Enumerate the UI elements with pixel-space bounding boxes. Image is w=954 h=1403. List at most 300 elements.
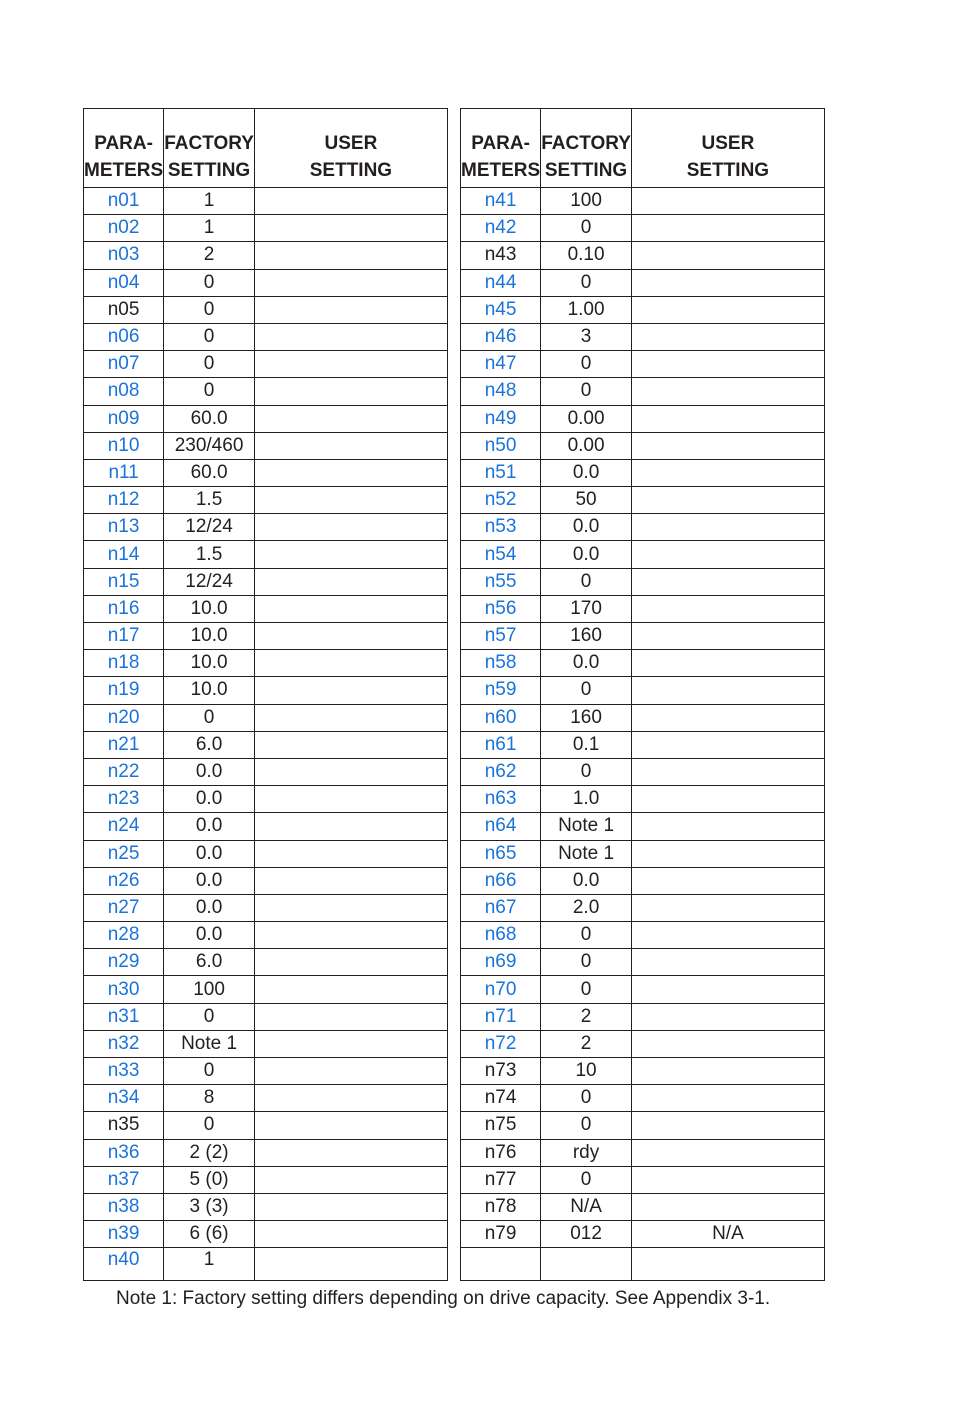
parameter-code[interactable]: n42 xyxy=(461,215,541,242)
factory-setting-value: 0 xyxy=(541,269,632,296)
parameter-code[interactable]: n01 xyxy=(84,188,164,215)
parameter-code[interactable]: n60 xyxy=(461,704,541,731)
parameter-code[interactable]: n14 xyxy=(84,541,164,568)
table-row xyxy=(461,595,825,622)
parameter-code[interactable]: n29 xyxy=(84,949,164,976)
user-setting-value xyxy=(254,786,447,813)
user-setting-value xyxy=(631,215,824,242)
table-row xyxy=(461,296,825,323)
user-setting-value xyxy=(254,1221,447,1248)
table-row xyxy=(84,867,448,894)
header-text: PARA- xyxy=(471,133,530,154)
user-setting-value xyxy=(254,296,447,323)
user-setting-value xyxy=(631,786,824,813)
factory-setting-value: Note 1 xyxy=(541,840,632,867)
factory-setting-value: 1 xyxy=(164,188,255,215)
table-row xyxy=(84,541,448,568)
parameter-code[interactable]: n59 xyxy=(461,677,541,704)
table-row xyxy=(461,1058,825,1085)
parameter-code[interactable]: n11 xyxy=(84,459,164,486)
parameter-code[interactable]: n09 xyxy=(84,405,164,432)
factory-setting-value: 0 xyxy=(164,704,255,731)
parameter-code: n43 xyxy=(461,242,541,269)
parameter-code xyxy=(461,1248,541,1281)
factory-setting-value: 0.00 xyxy=(541,432,632,459)
table-row xyxy=(461,1085,825,1112)
factory-setting-value: 1 xyxy=(164,215,255,242)
factory-setting-value: 12/24 xyxy=(164,514,255,541)
user-setting-value xyxy=(254,731,447,758)
table-row xyxy=(461,323,825,350)
table-row xyxy=(84,1058,448,1085)
user-setting-value xyxy=(254,704,447,731)
table-row xyxy=(84,1193,448,1220)
parameter-code[interactable]: n04 xyxy=(84,269,164,296)
table-row xyxy=(461,677,825,704)
parameter-code[interactable]: n13 xyxy=(84,514,164,541)
factory-setting-value: 0 xyxy=(541,677,632,704)
table-row xyxy=(461,976,825,1003)
user-setting-value xyxy=(254,1085,447,1112)
factory-setting-value: 0.00 xyxy=(541,405,632,432)
user-setting-value xyxy=(254,595,447,622)
table-row xyxy=(84,568,448,595)
factory-setting-value: 0 xyxy=(541,568,632,595)
user-setting-value xyxy=(631,568,824,595)
header-text: USER xyxy=(324,133,378,154)
user-setting-value xyxy=(631,188,824,215)
table-row xyxy=(84,758,448,785)
factory-setting-value: 0 xyxy=(541,378,632,405)
parameter-code[interactable]: n53 xyxy=(461,514,541,541)
factory-setting-value: Note 1 xyxy=(164,1030,255,1057)
table-row xyxy=(84,1166,448,1193)
parameter-code[interactable]: n20 xyxy=(84,704,164,731)
table-row xyxy=(461,215,825,242)
factory-setting-value: 0 xyxy=(541,758,632,785)
table-row xyxy=(84,840,448,867)
parameter-code: n78 xyxy=(461,1193,541,1220)
table-row xyxy=(461,242,825,269)
table-row xyxy=(461,459,825,486)
parameter-code[interactable]: n54 xyxy=(461,541,541,568)
header-user-setting xyxy=(254,109,447,188)
factory-setting-value: 10.0 xyxy=(164,677,255,704)
factory-setting-value: 3 xyxy=(541,323,632,350)
parameter-code[interactable]: n62 xyxy=(461,758,541,785)
user-setting-value xyxy=(631,432,824,459)
user-setting-value xyxy=(254,1003,447,1030)
parameter-code[interactable]: n49 xyxy=(461,405,541,432)
parameter-code[interactable]: n30 xyxy=(84,976,164,1003)
factory-setting-value: 10.0 xyxy=(164,623,255,650)
factory-setting-value: 230/460 xyxy=(164,432,255,459)
parameter-code[interactable]: n19 xyxy=(84,677,164,704)
user-setting-value xyxy=(631,1030,824,1057)
table-row xyxy=(84,188,448,215)
factory-setting-value: 60.0 xyxy=(164,405,255,432)
parameter-code: n76 xyxy=(461,1139,541,1166)
header-parameters xyxy=(84,109,164,188)
user-setting-value xyxy=(631,242,824,269)
factory-setting-value: 2.0 xyxy=(541,894,632,921)
parameter-code[interactable]: n52 xyxy=(461,487,541,514)
user-setting-value xyxy=(254,432,447,459)
parameter-code[interactable]: n23 xyxy=(84,786,164,813)
factory-setting-value: 0 xyxy=(541,1112,632,1139)
parameter-code[interactable]: n55 xyxy=(461,568,541,595)
user-setting-value xyxy=(631,813,824,840)
user-setting-value xyxy=(254,188,447,215)
table-row xyxy=(461,1166,825,1193)
table-row xyxy=(461,813,825,840)
user-setting-value xyxy=(254,677,447,704)
factory-setting-value: 0.0 xyxy=(541,459,632,486)
table-row xyxy=(461,949,825,976)
factory-setting-value: 1.00 xyxy=(541,296,632,323)
table-row xyxy=(461,351,825,378)
table-header-row xyxy=(461,109,825,188)
user-setting-value xyxy=(631,623,824,650)
table-row xyxy=(461,786,825,813)
table-row xyxy=(84,242,448,269)
factory-setting-value: 0 xyxy=(541,1166,632,1193)
table-row xyxy=(84,1112,448,1139)
table-row xyxy=(461,1248,825,1281)
user-setting-value xyxy=(631,1139,824,1166)
user-setting-value xyxy=(254,1030,447,1057)
parameter-code: n77 xyxy=(461,1166,541,1193)
parameter-code[interactable]: n67 xyxy=(461,894,541,921)
factory-setting-value xyxy=(541,1248,632,1281)
parameter-code[interactable]: n26 xyxy=(84,867,164,894)
factory-setting-value: 0.1 xyxy=(541,731,632,758)
user-setting-value xyxy=(254,323,447,350)
table-row xyxy=(461,650,825,677)
parameter-table-right xyxy=(460,108,825,1281)
table-row xyxy=(84,432,448,459)
parameter-code[interactable]: n69 xyxy=(461,949,541,976)
factory-setting-value: 0 xyxy=(164,1003,255,1030)
parameter-code[interactable]: n02 xyxy=(84,215,164,242)
user-setting-value xyxy=(631,405,824,432)
table-row xyxy=(461,1139,825,1166)
parameter-code[interactable]: n22 xyxy=(84,758,164,785)
user-setting-value xyxy=(631,595,824,622)
parameter-code[interactable]: n40 xyxy=(84,1248,164,1281)
parameter-code[interactable]: n27 xyxy=(84,894,164,921)
table-row xyxy=(461,378,825,405)
user-setting-value xyxy=(631,1248,824,1281)
table-row xyxy=(84,215,448,242)
table-row xyxy=(84,405,448,432)
table-body xyxy=(461,188,825,1281)
user-setting-value xyxy=(631,351,824,378)
table-row xyxy=(84,731,448,758)
factory-setting-value: 6.0 xyxy=(164,949,255,976)
parameter-code[interactable]: n31 xyxy=(84,1003,164,1030)
parameter-code[interactable]: n63 xyxy=(461,786,541,813)
user-setting-value xyxy=(254,1139,447,1166)
parameter-code[interactable]: n71 xyxy=(461,1003,541,1030)
table-row xyxy=(84,1030,448,1057)
table-row xyxy=(84,1085,448,1112)
parameter-code: n74 xyxy=(461,1085,541,1112)
user-setting-value xyxy=(631,949,824,976)
parameter-code[interactable]: n16 xyxy=(84,595,164,622)
factory-setting-value: 170 xyxy=(541,595,632,622)
factory-setting-value: 1.5 xyxy=(164,541,255,568)
factory-setting-value: 0 xyxy=(541,922,632,949)
parameter-code[interactable]: n33 xyxy=(84,1058,164,1085)
factory-setting-value: 0.0 xyxy=(164,867,255,894)
parameter-code[interactable]: n51 xyxy=(461,459,541,486)
user-setting-value xyxy=(631,487,824,514)
user-setting-value xyxy=(254,758,447,785)
parameter-code[interactable]: n58 xyxy=(461,650,541,677)
table-row xyxy=(461,269,825,296)
table-row xyxy=(84,378,448,405)
header-factory-setting xyxy=(164,109,255,188)
factory-setting-value: 10 xyxy=(541,1058,632,1085)
parameter-code[interactable]: n48 xyxy=(461,378,541,405)
parameter-code[interactable]: n28 xyxy=(84,922,164,949)
parameter-code[interactable]: n56 xyxy=(461,595,541,622)
header-text: METERS xyxy=(84,160,164,181)
factory-setting-value: 0.0 xyxy=(541,867,632,894)
table-row xyxy=(84,704,448,731)
user-setting-value xyxy=(631,922,824,949)
header-text: SETTING xyxy=(167,160,251,181)
user-setting-value xyxy=(254,378,447,405)
table-row xyxy=(461,1030,825,1057)
parameter-code[interactable]: n32 xyxy=(84,1030,164,1057)
table-row xyxy=(84,487,448,514)
factory-setting-value: 10.0 xyxy=(164,595,255,622)
footnote: Note 1: Factory setting differs depending on drive capacity. See Appendix 3-1. xyxy=(116,1288,771,1309)
user-setting-value xyxy=(631,650,824,677)
parameter-code[interactable]: n08 xyxy=(84,378,164,405)
table-row xyxy=(461,894,825,921)
table-row xyxy=(84,1139,448,1166)
user-setting-value xyxy=(254,1248,447,1281)
user-setting-value xyxy=(254,1166,447,1193)
factory-setting-value: 0 xyxy=(541,215,632,242)
parameter-code[interactable]: n38 xyxy=(84,1193,164,1220)
parameter-code[interactable]: n47 xyxy=(461,351,541,378)
factory-setting-value: 0 xyxy=(164,296,255,323)
factory-setting-value: 0 xyxy=(541,351,632,378)
parameter-code[interactable]: n24 xyxy=(84,813,164,840)
user-setting-value xyxy=(631,731,824,758)
factory-setting-value: 60.0 xyxy=(164,459,255,486)
parameter-code[interactable]: n39 xyxy=(84,1221,164,1248)
user-setting-value xyxy=(631,1085,824,1112)
header-text: PARA- xyxy=(94,133,153,154)
table-row xyxy=(84,949,448,976)
parameter-code[interactable]: n45 xyxy=(461,296,541,323)
table-row xyxy=(84,459,448,486)
parameter-code[interactable]: n57 xyxy=(461,623,541,650)
parameter-code[interactable]: n68 xyxy=(461,922,541,949)
factory-setting-value: 8 xyxy=(164,1085,255,1112)
header-text: SETTING xyxy=(309,160,393,181)
parameter-code[interactable]: n10 xyxy=(84,432,164,459)
factory-setting-value: 1.5 xyxy=(164,487,255,514)
parameter-code[interactable]: n12 xyxy=(84,487,164,514)
user-setting-value xyxy=(254,1112,447,1139)
factory-setting-value: 0.0 xyxy=(541,514,632,541)
table-row xyxy=(461,758,825,785)
parameter-code[interactable]: n61 xyxy=(461,731,541,758)
table-row xyxy=(461,1003,825,1030)
parameter-code[interactable]: n65 xyxy=(461,840,541,867)
table-row xyxy=(461,514,825,541)
parameter-code: n75 xyxy=(461,1112,541,1139)
parameter-code[interactable]: n25 xyxy=(84,840,164,867)
user-setting-value xyxy=(631,758,824,785)
parameter-code[interactable]: n34 xyxy=(84,1085,164,1112)
factory-setting-value: rdy xyxy=(541,1139,632,1166)
user-setting-value xyxy=(631,296,824,323)
parameter-code[interactable]: n64 xyxy=(461,813,541,840)
table-row xyxy=(461,1193,825,1220)
table-row xyxy=(84,894,448,921)
parameter-code[interactable]: n36 xyxy=(84,1139,164,1166)
table-row xyxy=(84,677,448,704)
factory-setting-value: 1.0 xyxy=(541,786,632,813)
factory-setting-value: 0.0 xyxy=(541,650,632,677)
factory-setting-value: 100 xyxy=(541,188,632,215)
parameter-code[interactable]: n21 xyxy=(84,731,164,758)
user-setting-value xyxy=(254,215,447,242)
factory-setting-value: 12/24 xyxy=(164,568,255,595)
user-setting-value xyxy=(631,514,824,541)
parameter-code[interactable]: n70 xyxy=(461,976,541,1003)
table-row xyxy=(84,514,448,541)
parameter-code[interactable]: n50 xyxy=(461,432,541,459)
user-setting-value xyxy=(254,242,447,269)
table-row xyxy=(461,188,825,215)
factory-setting-value: N/A xyxy=(541,1193,632,1220)
parameter-code[interactable]: n46 xyxy=(461,323,541,350)
factory-setting-value: 50 xyxy=(541,487,632,514)
factory-setting-value: 0.0 xyxy=(164,922,255,949)
table-row xyxy=(461,1112,825,1139)
factory-setting-value: 2 xyxy=(541,1030,632,1057)
factory-setting-value: 2 (2) xyxy=(164,1139,255,1166)
user-setting-value xyxy=(254,623,447,650)
parameter-code[interactable]: n41 xyxy=(461,188,541,215)
table-row xyxy=(461,731,825,758)
table-row xyxy=(84,1003,448,1030)
user-setting-value xyxy=(631,894,824,921)
user-setting-value xyxy=(631,459,824,486)
factory-setting-value: 0 xyxy=(541,1085,632,1112)
parameter-code[interactable]: n37 xyxy=(84,1166,164,1193)
factory-setting-value: 1 xyxy=(164,1248,255,1281)
user-setting-value xyxy=(631,541,824,568)
user-setting-value: N/A xyxy=(631,1221,824,1248)
factory-setting-value: 0 xyxy=(164,351,255,378)
parameter-code: n73 xyxy=(461,1058,541,1085)
user-setting-value xyxy=(254,867,447,894)
table-row xyxy=(461,704,825,731)
parameter-code[interactable]: n18 xyxy=(84,650,164,677)
table-row xyxy=(84,1248,448,1281)
parameter-code[interactable]: n44 xyxy=(461,269,541,296)
user-setting-value xyxy=(631,704,824,731)
factory-setting-value: 100 xyxy=(164,976,255,1003)
header-parameters xyxy=(461,109,541,188)
header-user-setting xyxy=(631,109,824,188)
factory-setting-value: 0 xyxy=(164,1058,255,1085)
parameter-code[interactable]: n17 xyxy=(84,623,164,650)
table-row xyxy=(84,595,448,622)
user-setting-value xyxy=(254,840,447,867)
user-setting-value xyxy=(631,976,824,1003)
table-row xyxy=(84,922,448,949)
user-setting-value xyxy=(631,1058,824,1085)
parameter-code[interactable]: n15 xyxy=(84,568,164,595)
user-setting-value xyxy=(254,269,447,296)
user-setting-value xyxy=(254,541,447,568)
table-row xyxy=(84,296,448,323)
user-setting-value xyxy=(254,1058,447,1085)
user-setting-value xyxy=(631,677,824,704)
factory-setting-value: 0.0 xyxy=(541,541,632,568)
table-row xyxy=(461,867,825,894)
user-setting-value xyxy=(631,378,824,405)
parameter-code: n79 xyxy=(461,1221,541,1248)
user-setting-value xyxy=(631,840,824,867)
user-setting-value xyxy=(631,1003,824,1030)
table-row xyxy=(461,541,825,568)
table-row xyxy=(461,405,825,432)
factory-setting-value: 0 xyxy=(541,976,632,1003)
table-row xyxy=(461,840,825,867)
table-row xyxy=(461,623,825,650)
parameter-code[interactable]: n07 xyxy=(84,351,164,378)
user-setting-value xyxy=(631,269,824,296)
user-setting-value xyxy=(254,976,447,1003)
parameter-code[interactable]: n06 xyxy=(84,323,164,350)
factory-setting-value: 0 xyxy=(164,1112,255,1139)
user-setting-value xyxy=(631,1112,824,1139)
parameter-code[interactable]: n72 xyxy=(461,1030,541,1057)
user-setting-value xyxy=(254,405,447,432)
user-setting-value xyxy=(254,650,447,677)
user-setting-value xyxy=(254,894,447,921)
factory-setting-value: 6 (6) xyxy=(164,1221,255,1248)
table-row xyxy=(84,976,448,1003)
header-text: SETTING xyxy=(544,160,628,181)
table-row xyxy=(84,269,448,296)
header-factory-setting xyxy=(541,109,632,188)
parameter-code[interactable]: n03 xyxy=(84,242,164,269)
factory-setting-value: 0 xyxy=(164,269,255,296)
table-row xyxy=(84,323,448,350)
factory-setting-value: 160 xyxy=(541,623,632,650)
parameter-code[interactable]: n66 xyxy=(461,867,541,894)
header-text: SETTING xyxy=(686,160,770,181)
factory-setting-value: 0 xyxy=(164,378,255,405)
table-header-row xyxy=(84,109,448,188)
user-setting-value xyxy=(254,949,447,976)
factory-setting-value: 0 xyxy=(541,949,632,976)
user-setting-value xyxy=(254,1193,447,1220)
user-setting-value xyxy=(254,459,447,486)
